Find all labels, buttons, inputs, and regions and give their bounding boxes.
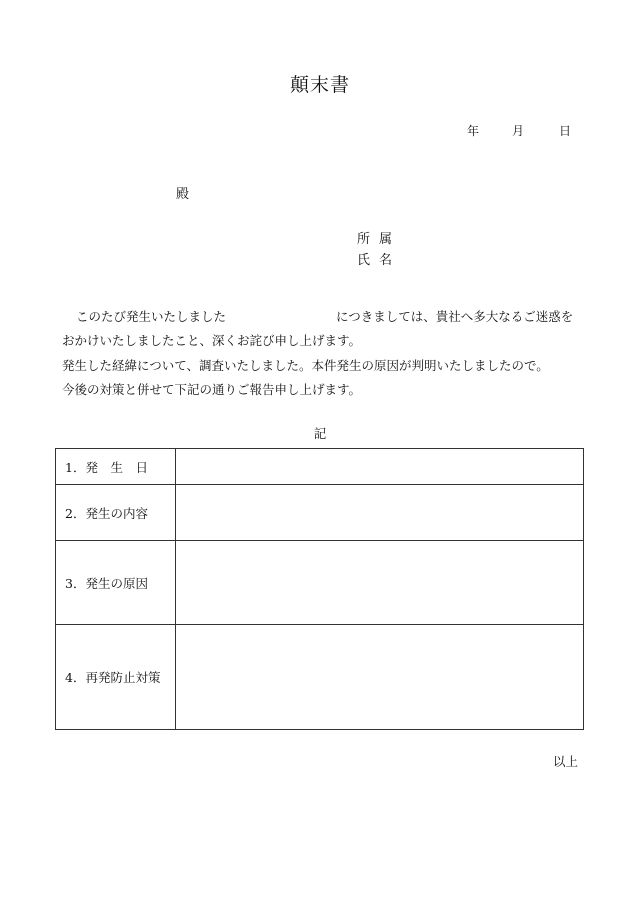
- report-table: [55, 448, 584, 730]
- row-value-cause[interactable]: [176, 541, 584, 625]
- row-label-incident-details: 2．発生の内容: [56, 485, 176, 541]
- row-value-incident-details[interactable]: [176, 485, 584, 541]
- row-label-cause: 3．発生の原因: [56, 541, 176, 625]
- table-row: [56, 541, 584, 625]
- body-line2: おかけいたしましたこと、深くお詫び申し上げます。: [62, 333, 362, 348]
- body-line1-end: につきましては、貴社へ多大なるご迷惑を: [336, 309, 574, 324]
- ki-heading: 記: [313, 426, 327, 441]
- document-title: 顛末書: [289, 74, 350, 96]
- date-day-label: 日: [559, 124, 572, 138]
- row-label-occurrence-date: 1．発 生 日: [56, 449, 176, 485]
- table-row: [56, 485, 584, 541]
- date-month-label: 月: [512, 124, 525, 138]
- body-line1-start: このたび発生いたしました: [76, 309, 227, 324]
- affiliation-label: 所属: [357, 232, 402, 247]
- table-row: [56, 449, 584, 485]
- row-value-occurrence-date[interactable]: [176, 449, 584, 485]
- body-line3: 発生した経緯について、調査いたしました。本件発生の原因が判明いたしましたので。: [62, 358, 549, 373]
- table-row: [56, 625, 584, 730]
- name-label: 氏名: [357, 253, 402, 268]
- addressee-suffix: 殿: [176, 187, 190, 202]
- closing-text: 以上: [552, 754, 578, 769]
- row-value-prevention[interactable]: [176, 625, 584, 730]
- row-label-prevention: 4．再発防止対策: [56, 625, 176, 730]
- body-line4: 今後の対策と併せて下記の通りご報告申し上げます。: [62, 382, 362, 397]
- date-year-label: 年: [467, 124, 480, 138]
